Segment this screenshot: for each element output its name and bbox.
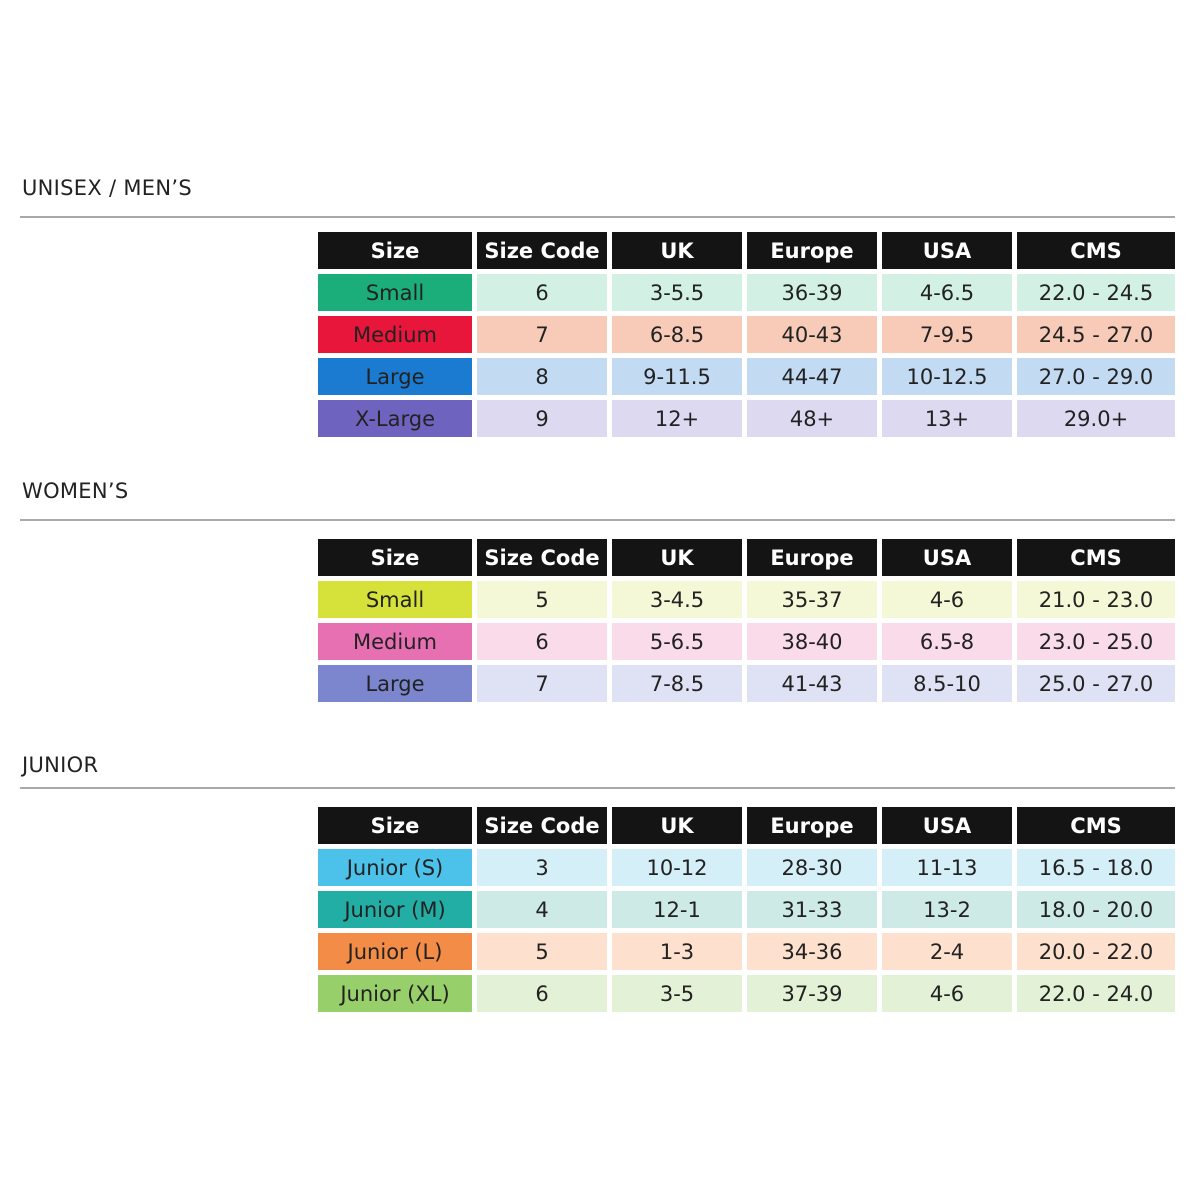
size-label-cell: Small xyxy=(318,274,472,311)
table-cell-usa: 13-2 xyxy=(882,891,1012,928)
size-label-cell: Large xyxy=(318,665,472,702)
table-cell-cms: 16.5 - 18.0 xyxy=(1017,849,1175,886)
table-cell-europe: 44-47 xyxy=(747,358,877,395)
column-header-size: Size xyxy=(318,807,472,844)
column-header-size-code: Size Code xyxy=(477,807,607,844)
section-divider-junior xyxy=(20,787,1175,789)
section-title-junior: JUNIOR xyxy=(22,753,99,777)
table-cell-uk: 1-3 xyxy=(612,933,742,970)
column-header-uk: UK xyxy=(612,807,742,844)
size-label-cell: Medium xyxy=(318,623,472,660)
section-divider-womens xyxy=(20,519,1175,521)
size-label-cell: Junior (S) xyxy=(318,849,472,886)
table-cell-size-code: 7 xyxy=(477,316,607,353)
section-title-womens: WOMEN’S xyxy=(22,479,129,503)
table-cell-size-code: 3 xyxy=(477,849,607,886)
table-cell-usa: 10-12.5 xyxy=(882,358,1012,395)
table-cell-usa: 8.5-10 xyxy=(882,665,1012,702)
table-cell-europe: 34-36 xyxy=(747,933,877,970)
table-cell-size-code: 6 xyxy=(477,623,607,660)
size-table-junior xyxy=(318,807,1175,1012)
size-label-cell: Medium xyxy=(318,316,472,353)
column-header-size-code: Size Code xyxy=(477,539,607,576)
size-label-cell: Small xyxy=(318,581,472,618)
column-header-uk: UK xyxy=(612,232,742,269)
table-cell-cms: 22.0 - 24.5 xyxy=(1017,274,1175,311)
column-header-europe: Europe xyxy=(747,807,877,844)
table-cell-uk: 3-5.5 xyxy=(612,274,742,311)
table-cell-cms: 25.0 - 27.0 xyxy=(1017,665,1175,702)
table-cell-size-code: 9 xyxy=(477,400,607,437)
size-table-unisex-mens xyxy=(318,232,1175,437)
column-header-usa: USA xyxy=(882,539,1012,576)
table-cell-europe: 31-33 xyxy=(747,891,877,928)
column-header-cms: CMS xyxy=(1017,807,1175,844)
table-cell-europe: 37-39 xyxy=(747,975,877,1012)
table-cell-uk: 7-8.5 xyxy=(612,665,742,702)
table-cell-size-code: 7 xyxy=(477,665,607,702)
table-cell-size-code: 8 xyxy=(477,358,607,395)
table-cell-size-code: 6 xyxy=(477,975,607,1012)
table-cell-cms: 18.0 - 20.0 xyxy=(1017,891,1175,928)
table-cell-usa: 7-9.5 xyxy=(882,316,1012,353)
size-label-cell: X-Large xyxy=(318,400,472,437)
table-cell-uk: 12+ xyxy=(612,400,742,437)
size-label-cell: Large xyxy=(318,358,472,395)
table-cell-cms: 21.0 - 23.0 xyxy=(1017,581,1175,618)
column-header-usa: USA xyxy=(882,807,1012,844)
table-cell-usa: 6.5-8 xyxy=(882,623,1012,660)
table-cell-usa: 4-6 xyxy=(882,975,1012,1012)
table-cell-uk: 3-5 xyxy=(612,975,742,1012)
table-cell-size-code: 5 xyxy=(477,581,607,618)
table-cell-uk: 9-11.5 xyxy=(612,358,742,395)
table-cell-europe: 48+ xyxy=(747,400,877,437)
column-header-europe: Europe xyxy=(747,539,877,576)
table-cell-usa: 2-4 xyxy=(882,933,1012,970)
table-cell-uk: 12-1 xyxy=(612,891,742,928)
column-header-usa: USA xyxy=(882,232,1012,269)
column-header-uk: UK xyxy=(612,539,742,576)
table-cell-usa: 13+ xyxy=(882,400,1012,437)
section-title-unisex-mens: UNISEX / MEN’S xyxy=(22,176,192,200)
table-cell-cms: 23.0 - 25.0 xyxy=(1017,623,1175,660)
table-cell-uk: 10-12 xyxy=(612,849,742,886)
table-cell-size-code: 6 xyxy=(477,274,607,311)
table-cell-cms: 29.0+ xyxy=(1017,400,1175,437)
table-cell-size-code: 4 xyxy=(477,891,607,928)
column-header-cms: CMS xyxy=(1017,539,1175,576)
table-cell-usa: 4-6 xyxy=(882,581,1012,618)
size-label-cell: Junior (L) xyxy=(318,933,472,970)
column-header-size-code: Size Code xyxy=(477,232,607,269)
column-header-europe: Europe xyxy=(747,232,877,269)
table-cell-uk: 5-6.5 xyxy=(612,623,742,660)
column-header-size: Size xyxy=(318,232,472,269)
table-cell-cms: 20.0 - 22.0 xyxy=(1017,933,1175,970)
column-header-cms: CMS xyxy=(1017,232,1175,269)
table-cell-usa: 11-13 xyxy=(882,849,1012,886)
table-cell-europe: 40-43 xyxy=(747,316,877,353)
table-cell-uk: 6-8.5 xyxy=(612,316,742,353)
section-divider-unisex-mens xyxy=(20,216,1175,218)
table-cell-cms: 22.0 - 24.0 xyxy=(1017,975,1175,1012)
size-table-womens xyxy=(318,539,1175,702)
table-cell-cms: 27.0 - 29.0 xyxy=(1017,358,1175,395)
table-cell-europe: 38-40 xyxy=(747,623,877,660)
table-cell-europe: 28-30 xyxy=(747,849,877,886)
table-cell-uk: 3-4.5 xyxy=(612,581,742,618)
table-cell-usa: 4-6.5 xyxy=(882,274,1012,311)
table-cell-europe: 41-43 xyxy=(747,665,877,702)
table-cell-europe: 35-37 xyxy=(747,581,877,618)
table-cell-size-code: 5 xyxy=(477,933,607,970)
column-header-size: Size xyxy=(318,539,472,576)
size-label-cell: Junior (XL) xyxy=(318,975,472,1012)
table-cell-cms: 24.5 - 27.0 xyxy=(1017,316,1175,353)
size-label-cell: Junior (M) xyxy=(318,891,472,928)
table-cell-europe: 36-39 xyxy=(747,274,877,311)
